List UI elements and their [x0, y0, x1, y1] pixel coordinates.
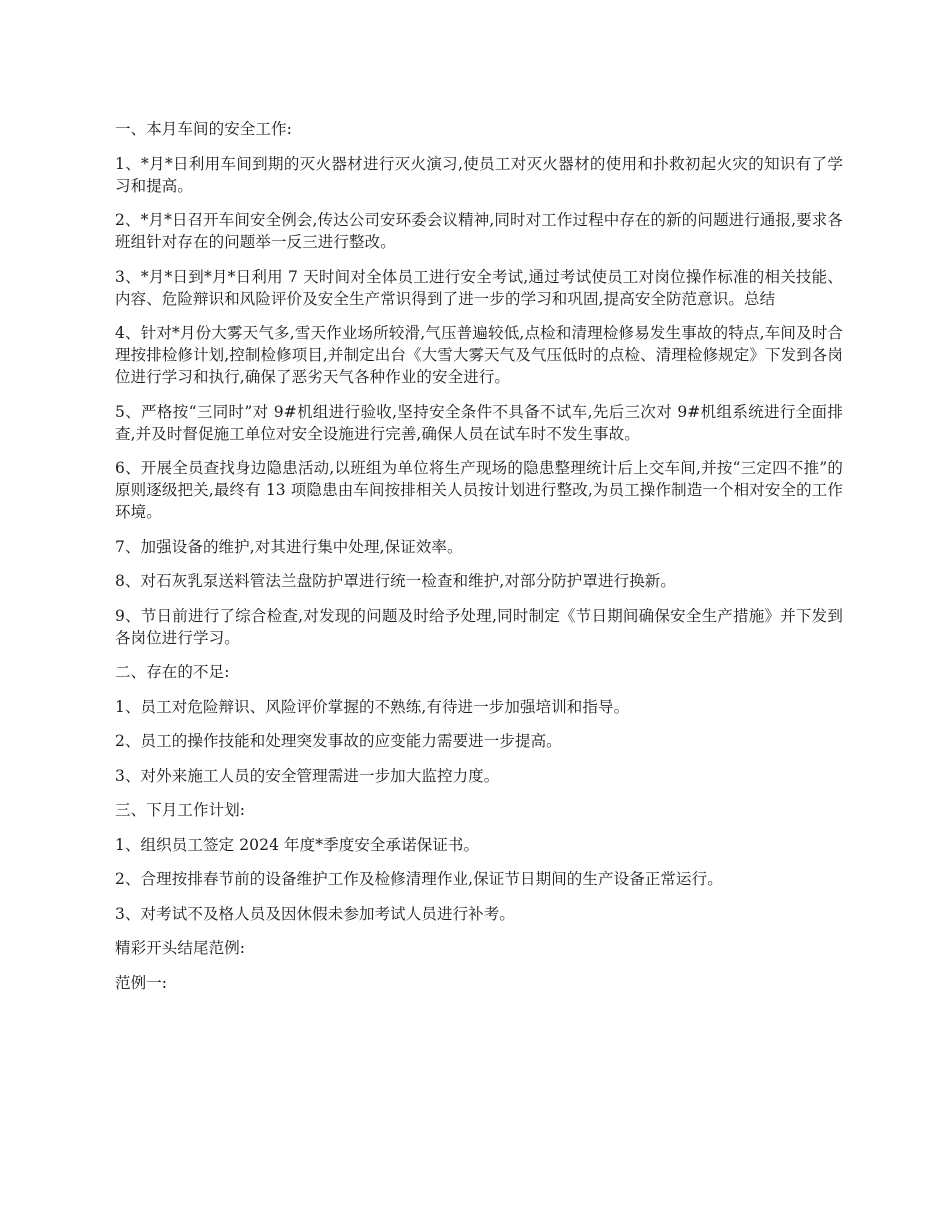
shortcoming-item-1: 1、员工对危险辩识、风险评价掌握的不熟练,有待进一步加强培训和指导。 — [115, 697, 630, 716]
paragraph-item-5: 5、严格按“三同时”对 9#机组进行验收,坚持安全条件不具备不试车,先后三次对 9#机组系统进行全面排查,并及时督促施工单位对安全设施进行完善,确保人员在试车时不发生事故。 — [115, 402, 843, 443]
paragraph-item-2: 2、*月*日召开车间安全例会,传达公司安环委会议精神,同时对工作过程中存在的新的问题进行通报,要求各班组针对存在的问题举一反三进行整改。 — [115, 211, 843, 251]
plan-item-1: 1、组织员工签定 2024 年度*季度安全承诺保证书。 — [115, 835, 480, 854]
paragraph-item-4: 4、针对*月份大雾天气多,雪天作业场所较滑,气压普遍较低,点检和清理检修易发生事故的特点,车间及时合理按排检修计划,控制检修项目,并制定出台《大雪大雾天气及气压低时的点检、清理检修规定》下发到各岗位进行学习和执行,确保了恶劣天气各种作业的安全进行。 — [115, 324, 843, 386]
paragraph-item-7: 7、加强设备的维护,对其进行集中处理,保证效率。 — [115, 537, 463, 556]
paragraph-item-1: 1、*月*日利用车间到期的灭火器材进行灭火演习,使员工对灭火器材的使用和扑救初起火灾的知识有了学习和提高。 — [115, 154, 843, 195]
shortcoming-item-2: 2、员工的操作技能和处理突发事故的应变能力需要进一步提高。 — [115, 732, 562, 750]
paragraph-item-3: 3、*月*日到*月*日利用 7 天时间对全体员工进行安全考试,通过考试使员工对岗位操作标准的相关技能、内容、危险辩识和风险评价及安全生产常识得到了进一步的学习和巩固,提高安全防范意识。总结 — [115, 267, 843, 308]
example-one-label: 范例一: — [115, 973, 168, 992]
paragraph-item-8: 8、对石灰乳泵送料管法兰盘防护罩进行统一检查和维护,对部分防护罩进行换新。 — [115, 572, 676, 590]
document-body — [115, 118, 843, 1006]
paragraph-item-9: 9、节日前进行了综合检查,对发现的问题及时给予处理,同时制定《节日期间确保安全生产措施》并下发到各岗位进行学习。 — [115, 606, 843, 647]
examples-heading: 精彩开头结尾范例: — [115, 939, 246, 957]
shortcoming-item-3: 3、对外来施工人员的安全管理需进一步加大监控力度。 — [115, 766, 500, 785]
plan-item-2: 2、合理按排春节前的设备维护工作及检修清理作业,保证节日期间的生产设备正常运行。 — [115, 870, 723, 888]
section-heading-next-month-plan: 三、下月工作计划: — [115, 801, 246, 819]
section-heading-shortcomings: 二、存在的不足: — [115, 663, 230, 681]
plan-item-3: 3、对考试不及格人员及因休假未参加考试人员进行补考。 — [115, 904, 515, 923]
paragraph-item-6: 6、开展全员查找身边隐患活动,以班组为单位将生产现场的隐患整理统计后上交车间,并按“三定四不推”的原则逐级把关,最终有 13 项隐患由车间按排相关人员按计划进行整改,为员工操作制造一个相对安全的工作环境。 — [115, 459, 843, 521]
section-heading-current-month: 一、本月车间的安全工作: — [115, 120, 292, 138]
